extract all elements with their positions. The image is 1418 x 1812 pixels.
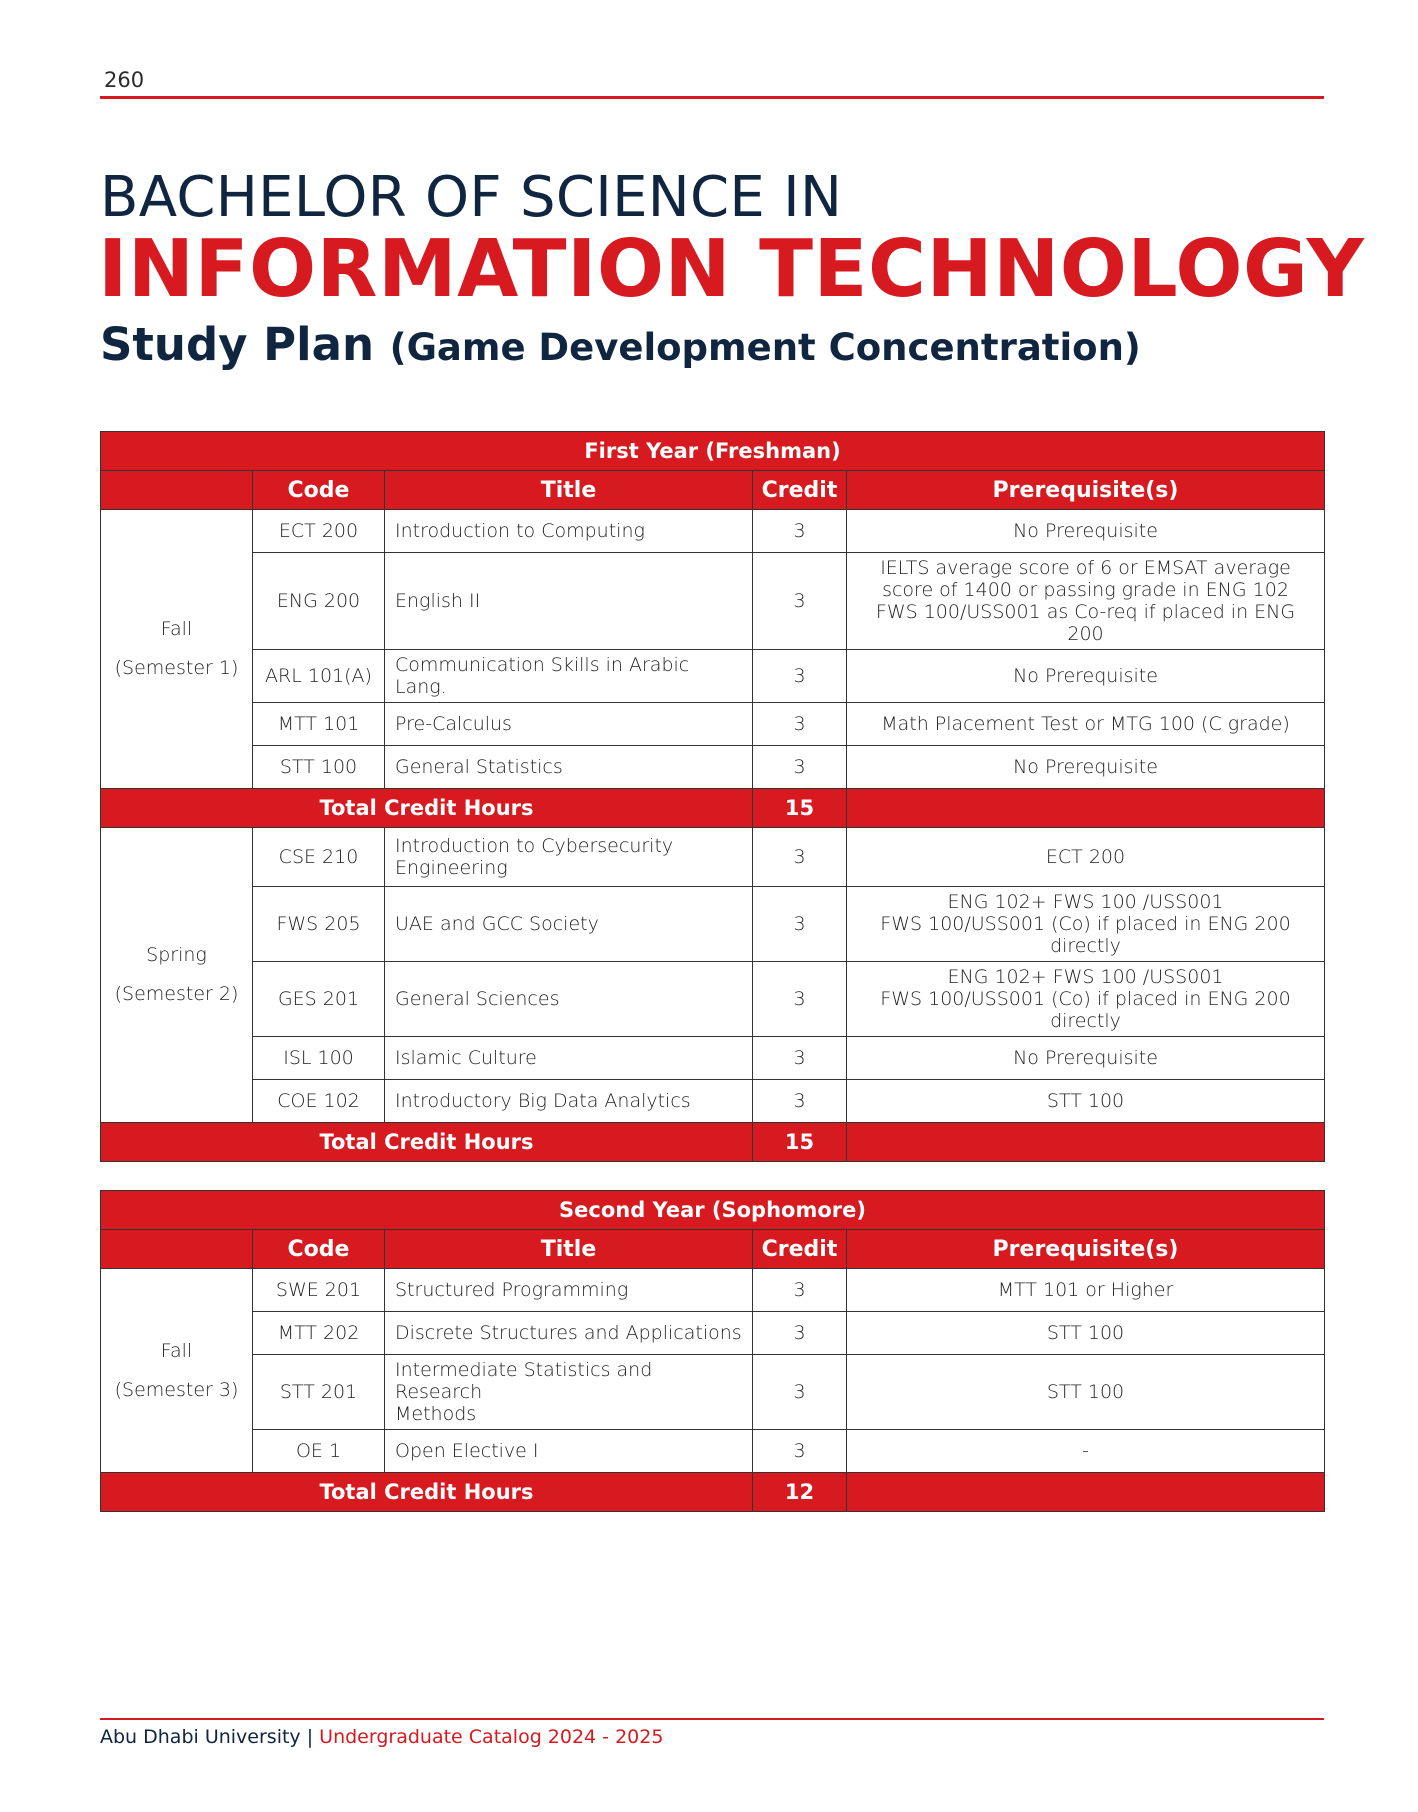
semester-cell	[101, 828, 253, 1123]
course-credit: 3	[753, 746, 847, 789]
second-year-table	[100, 1190, 1325, 1512]
semester-cell	[101, 510, 253, 789]
course-row	[101, 1037, 1325, 1080]
total-row	[101, 1473, 1325, 1512]
total-label: Total Credit Hours	[101, 1473, 753, 1512]
semester-name: Spring	[146, 944, 207, 966]
text-line: IELTS average score of 6 or EMSAT average	[880, 557, 1291, 579]
course-code: COE 102	[253, 1080, 385, 1123]
study-plan-heading	[100, 318, 1141, 371]
header-credit: Credit	[753, 1230, 847, 1269]
header-prereq: Prerequisite(s)	[847, 1230, 1325, 1269]
course-row	[101, 650, 1325, 703]
course-prerequisite	[847, 553, 1325, 650]
footer-separator: |	[300, 1726, 320, 1748]
course-row	[101, 887, 1325, 962]
course-code: ECT 200	[253, 510, 385, 553]
text-line: FWS 100/USS001 (Co) if placed in ENG 200 directly	[880, 988, 1291, 1032]
course-credit: 3	[753, 1269, 847, 1312]
course-credit: 3	[753, 1355, 847, 1430]
course-title: Open Elective I	[385, 1430, 753, 1473]
course-title: Introductory Big Data Analytics	[385, 1080, 753, 1123]
course-row	[101, 1269, 1325, 1312]
course-title: English II	[385, 553, 753, 650]
course-title: Introduction to Computing	[385, 510, 753, 553]
semester-name: Fall	[160, 1339, 193, 1362]
course-prerequisite: No Prerequisite	[847, 510, 1325, 553]
program-heading: INFORMATION TECHNOLOGY	[98, 223, 1365, 315]
text-line: ENG 102+ FWS 100 /USS001	[947, 966, 1224, 988]
course-code: ARL 101(A)	[253, 650, 385, 703]
course-prerequisite: STT 100	[847, 1355, 1325, 1430]
footer	[100, 1726, 663, 1748]
course-credit: 3	[753, 962, 847, 1037]
course-prerequisite: MTT 101 or Higher	[847, 1269, 1325, 1312]
first-year-table	[100, 431, 1325, 1162]
course-prerequisite: No Prerequisite	[847, 746, 1325, 789]
course-credit: 3	[753, 828, 847, 887]
total-credits: 12	[753, 1473, 847, 1512]
header-blank	[101, 471, 253, 510]
course-prerequisite: STT 100	[847, 1312, 1325, 1355]
page-number: 260	[104, 68, 145, 92]
study-plan-title: Study Plan	[100, 318, 374, 371]
course-row	[101, 1080, 1325, 1123]
text-line: score of 1400 or passing grade in ENG 102	[882, 579, 1289, 601]
course-title	[385, 828, 753, 887]
course-row	[101, 828, 1325, 887]
course-code: STT 100	[253, 746, 385, 789]
course-row	[101, 1355, 1325, 1430]
year-title: First Year (Freshman)	[101, 432, 1325, 471]
course-row	[101, 746, 1325, 789]
course-credit: 3	[753, 887, 847, 962]
course-title: Islamic Culture	[385, 1037, 753, 1080]
total-blank	[847, 1123, 1325, 1162]
course-code: MTT 202	[253, 1312, 385, 1355]
course-code: ISL 100	[253, 1037, 385, 1080]
total-credits: 15	[753, 1123, 847, 1162]
course-title: Structured Programming	[385, 1269, 753, 1312]
course-prerequisite: Math Placement Test or MTG 100 (C grade)	[847, 703, 1325, 746]
header-title: Title	[385, 1230, 753, 1269]
total-label: Total Credit Hours	[101, 1123, 753, 1162]
course-credit: 3	[753, 1037, 847, 1080]
course-title: Pre-Calculus	[385, 703, 753, 746]
header-prereq: Prerequisite(s)	[847, 471, 1325, 510]
course-code: FWS 205	[253, 887, 385, 962]
course-code: CSE 210	[253, 828, 385, 887]
course-prerequisite	[847, 962, 1325, 1037]
column-header-row	[101, 471, 1325, 510]
course-prerequisite	[847, 887, 1325, 962]
course-prerequisite: ECT 200	[847, 828, 1325, 887]
total-label: Total Credit Hours	[101, 789, 753, 828]
semester-label: (Semester 3)	[114, 1378, 239, 1401]
course-title: UAE and GCC Society	[385, 887, 753, 962]
total-row	[101, 789, 1325, 828]
course-code: OE 1	[253, 1430, 385, 1473]
header-blank	[101, 1230, 253, 1269]
course-row	[101, 962, 1325, 1037]
course-credit: 3	[753, 553, 847, 650]
course-row	[101, 1312, 1325, 1355]
header-title: Title	[385, 471, 753, 510]
footer-catalog: Undergraduate Catalog 2024 - 2025	[319, 1726, 664, 1748]
header-credit: Credit	[753, 471, 847, 510]
text-line: Introduction to Cybersecurity	[395, 835, 674, 857]
course-credit: 3	[753, 510, 847, 553]
course-prerequisite: No Prerequisite	[847, 1037, 1325, 1080]
course-code: STT 201	[253, 1355, 385, 1430]
course-code: SWE 201	[253, 1269, 385, 1312]
column-header-row	[101, 1230, 1325, 1269]
course-title: Discrete Structures and Applications	[385, 1312, 753, 1355]
semester-label: (Semester 2)	[114, 983, 239, 1005]
footer-org: Abu Dhabi University	[100, 1726, 301, 1748]
year-title: Second Year (Sophomore)	[101, 1191, 1325, 1230]
course-code: ENG 200	[253, 553, 385, 650]
course-prerequisite: -	[847, 1430, 1325, 1473]
text-line: Engineering	[395, 857, 508, 879]
text-line: FWS 100/USS001 (Co) if placed in ENG 200 directly	[880, 913, 1291, 957]
total-blank	[847, 1473, 1325, 1512]
course-code: MTT 101	[253, 703, 385, 746]
semester-cell	[101, 1269, 253, 1473]
course-credit: 3	[753, 703, 847, 746]
course-prerequisite: STT 100	[847, 1080, 1325, 1123]
text-line: ENG 102+ FWS 100 /USS001	[947, 891, 1224, 913]
year-title-row	[101, 432, 1325, 471]
course-title: General Sciences	[385, 962, 753, 1037]
course-credit: 3	[753, 650, 847, 703]
course-credit: 3	[753, 1312, 847, 1355]
header-code: Code	[253, 471, 385, 510]
course-title: General Statistics	[385, 746, 753, 789]
course-row	[101, 510, 1325, 553]
text-line: FWS 100/USS001 as Co-req if placed in ENG 200	[875, 601, 1296, 645]
header-code: Code	[253, 1230, 385, 1269]
semester-name: Fall	[160, 618, 193, 640]
top-divider	[100, 96, 1324, 99]
course-row	[101, 1430, 1325, 1473]
course-prerequisite: No Prerequisite	[847, 650, 1325, 703]
course-title	[385, 1355, 753, 1430]
total-row	[101, 1123, 1325, 1162]
year-title-row	[101, 1191, 1325, 1230]
degree-heading: BACHELOR OF SCIENCE IN	[100, 165, 843, 230]
course-row	[101, 703, 1325, 746]
footer-divider	[100, 1718, 1324, 1720]
semester-label: (Semester 1)	[114, 657, 239, 679]
course-title: Communication Skills in Arabic Lang.	[385, 650, 753, 703]
concentration-title: (Game Development Concentration)	[389, 326, 1141, 369]
total-credits: 15	[753, 789, 847, 828]
total-blank	[847, 789, 1325, 828]
course-code: GES 201	[253, 962, 385, 1037]
course-credit: 3	[753, 1430, 847, 1473]
course-credit: 3	[753, 1080, 847, 1123]
text-line: Intermediate Statistics and Research	[395, 1359, 653, 1403]
text-line: Methods	[395, 1403, 477, 1425]
course-row	[101, 553, 1325, 650]
